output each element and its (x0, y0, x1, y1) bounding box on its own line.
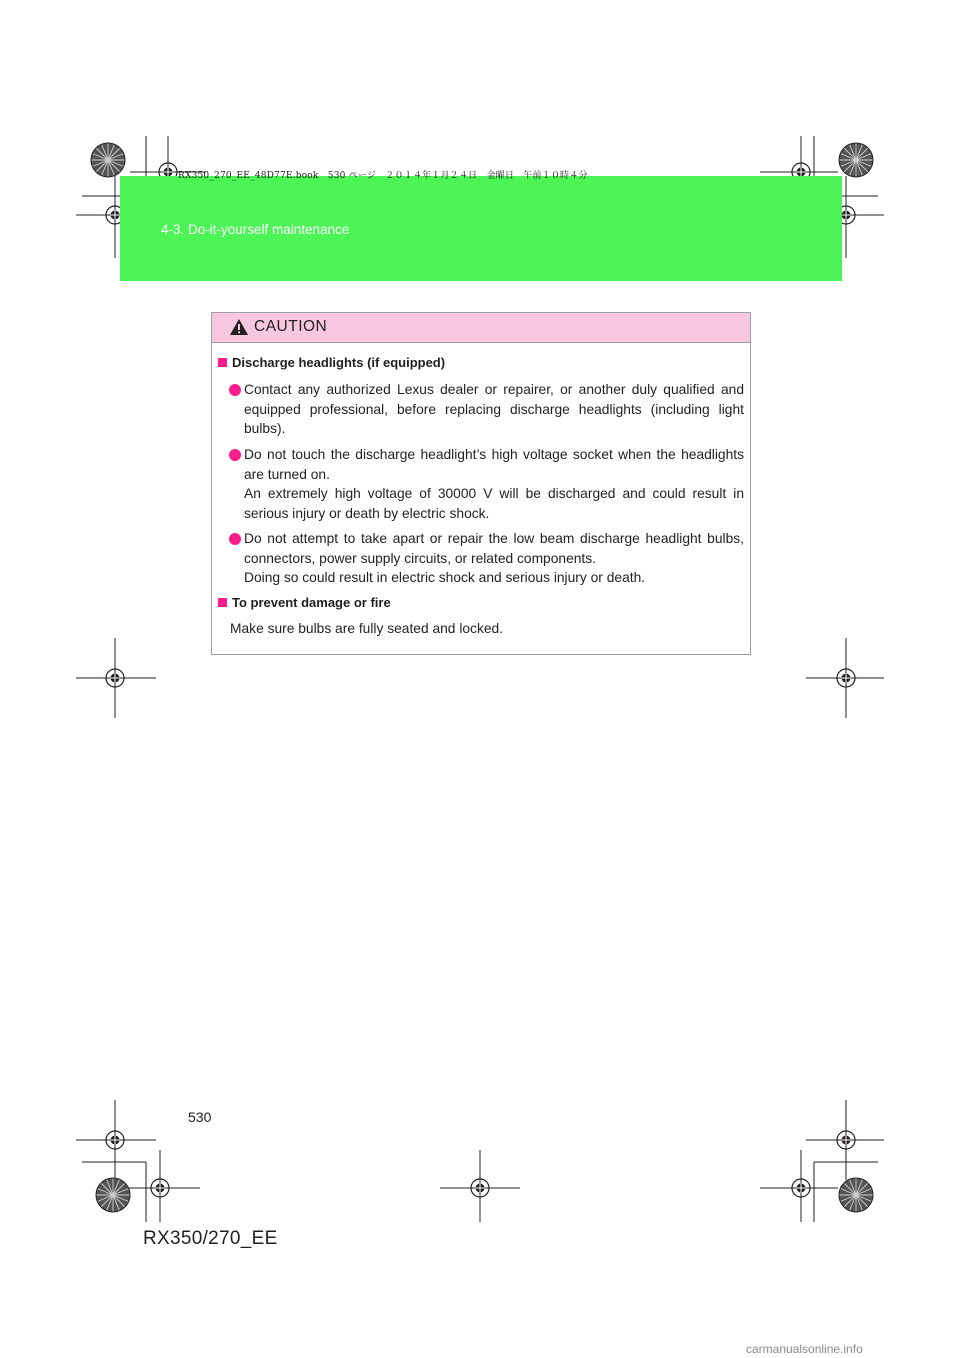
round-bullet-icon (229, 449, 241, 461)
caution-bullet (229, 380, 744, 439)
square-bullet-icon (218, 358, 227, 367)
model-code: RX350/270_EE (143, 1228, 278, 1249)
bullet-text: Do not touch the discharge headlight’s high voltage socket when the headlights are turned on. (244, 447, 744, 482)
caution-box (211, 312, 751, 655)
caution-text: Make sure bulbs are fully seated and locked. (230, 621, 504, 636)
page-number: 530 (188, 1109, 212, 1125)
caution-heading: Discharge headlights (if equipped) (218, 355, 445, 370)
print-slug: RX350_270_EE_48D77E.book 530 ページ ２０１４年１月２４日 金曜日 午前１０時４分 (178, 171, 588, 181)
caution-bullet (229, 445, 744, 523)
square-bullet-icon (218, 598, 227, 607)
bullet-text: Do not attempt to take apart or repair the low beam discharge headlight bulbs, connectors, power supply circuits, or related components. (244, 531, 744, 566)
caution-heading: To prevent damage or fire (218, 595, 391, 610)
bullet-text: Doing so could result in electric shock and serious injury or death. (244, 570, 646, 585)
round-bullet-icon (229, 384, 241, 396)
caution-header (212, 313, 750, 343)
caution-label: CAUTION (254, 318, 328, 335)
bullet-text: Contact any authorized Lexus dealer or repairer, or another duly qualified and equipped professional, before replacing discharge headlights (including light bulbs). (244, 382, 744, 436)
round-bullet-icon (229, 533, 241, 545)
warning-triangle-icon (229, 318, 249, 336)
caution-bullet (229, 529, 744, 588)
bullet-text: An extremely high voltage of 30000 V will be discharged and could result in serious injury or death by electric shock. (244, 486, 744, 521)
watermark: carmanualsonline.info (746, 1342, 863, 1356)
section-title: 4-3. Do-it-yourself maintenance (161, 222, 350, 237)
